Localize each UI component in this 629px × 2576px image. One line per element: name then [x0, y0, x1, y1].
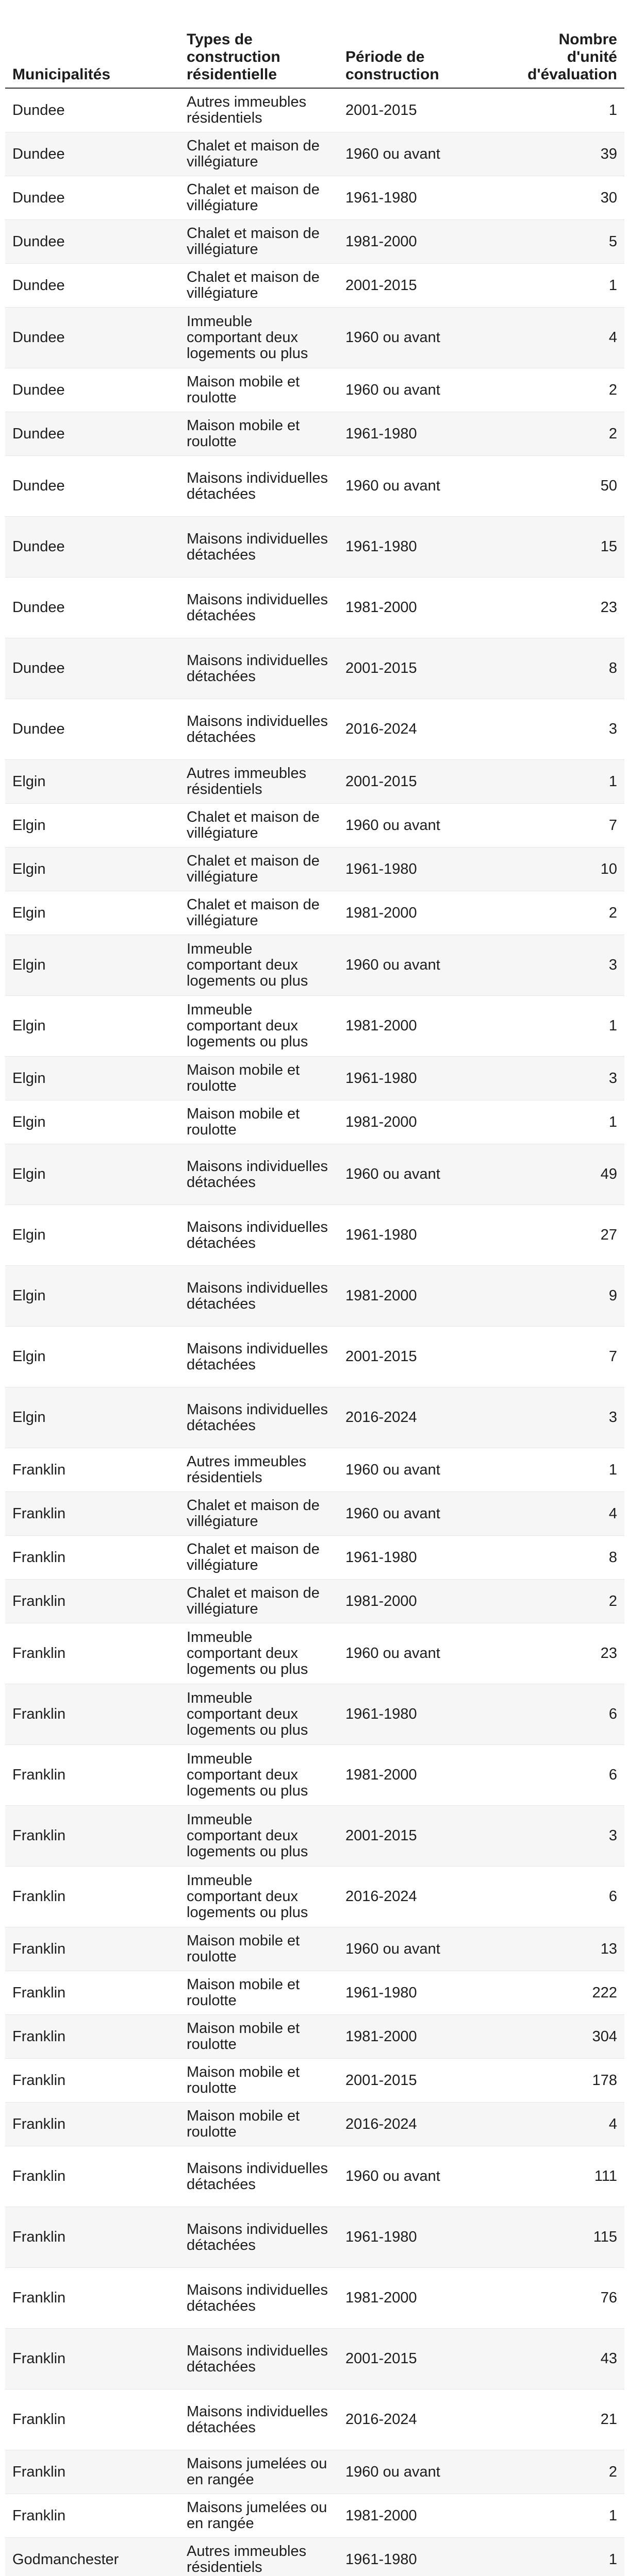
- cell-municipality: Franklin: [5, 1492, 179, 1536]
- cell-construction-period: 1981-2000: [338, 220, 501, 264]
- cell-construction-period: 1960 ou avant: [338, 1623, 501, 1684]
- cell-assessment-unit-count: 1: [501, 760, 624, 804]
- cell-construction-type: Maisons jumelées ou en rangée: [179, 2450, 338, 2494]
- cell-construction-type: Chalet et maison de villégiature: [179, 176, 338, 220]
- cell-assessment-unit-count: 1: [501, 1448, 624, 1492]
- table-row: [5, 2015, 624, 2059]
- table-row: [5, 517, 624, 578]
- cell-assessment-unit-count: 8: [501, 638, 624, 699]
- cell-municipality: Elgin: [5, 1327, 179, 1387]
- cell-construction-period: 1981-2000: [338, 2015, 501, 2059]
- cell-construction-period: 1960 ou avant: [338, 456, 501, 517]
- cell-assessment-unit-count: 10: [501, 848, 624, 891]
- cell-construction-period: 1981-2000: [338, 1266, 501, 1327]
- cell-construction-period: 1981-2000: [338, 1745, 501, 1806]
- cell-assessment-unit-count: 1: [501, 996, 624, 1057]
- cell-assessment-unit-count: 2: [501, 1580, 624, 1623]
- table-row: [5, 996, 624, 1057]
- cell-construction-period: 1961-1980: [338, 1057, 501, 1100]
- cell-assessment-unit-count: 222: [501, 1971, 624, 2015]
- cell-municipality: Elgin: [5, 996, 179, 1057]
- table-row: [5, 2494, 624, 2538]
- cell-municipality: Dundee: [5, 638, 179, 699]
- cell-construction-type: Immeuble comportant deux logements ou plus: [179, 935, 338, 996]
- data-table: [5, 19, 624, 2576]
- cell-assessment-unit-count: 7: [501, 1327, 624, 1387]
- cell-assessment-unit-count: 4: [501, 1492, 624, 1536]
- header-construction-type[interactable]: Types de construction résidentielle: [179, 19, 338, 88]
- cell-municipality: Franklin: [5, 1684, 179, 1745]
- table-row: [5, 2103, 624, 2146]
- cell-construction-type: Chalet et maison de villégiature: [179, 132, 338, 176]
- cell-construction-type: Immeuble comportant deux logements ou plus: [179, 1623, 338, 1684]
- table-row: [5, 2207, 624, 2268]
- table-row: [5, 760, 624, 804]
- header-municipality[interactable]: Municipalités: [5, 19, 179, 88]
- cell-assessment-unit-count: 4: [501, 2103, 624, 2146]
- cell-construction-period: 1960 ou avant: [338, 308, 501, 368]
- table-row: [5, 1387, 624, 1448]
- cell-construction-period: 2016-2024: [338, 1867, 501, 1927]
- table-row: [5, 1057, 624, 1100]
- table-row: [5, 1745, 624, 1806]
- cell-construction-period: 2001-2015: [338, 2329, 501, 2389]
- table-row: [5, 176, 624, 220]
- cell-municipality: Franklin: [5, 1971, 179, 2015]
- cell-municipality: Franklin: [5, 1806, 179, 1867]
- cell-municipality: Dundee: [5, 308, 179, 368]
- cell-construction-type: Immeuble comportant deux logements ou plus: [179, 1867, 338, 1927]
- cell-assessment-unit-count: 23: [501, 1623, 624, 1684]
- cell-assessment-unit-count: 49: [501, 1144, 624, 1205]
- cell-assessment-unit-count: 50: [501, 456, 624, 517]
- cell-construction-period: 1960 ou avant: [338, 132, 501, 176]
- cell-construction-type: Autres immeubles résidentiels: [179, 760, 338, 804]
- table-row: [5, 804, 624, 848]
- cell-construction-period: 1960 ou avant: [338, 1492, 501, 1536]
- cell-assessment-unit-count: 3: [501, 1387, 624, 1448]
- cell-municipality: Elgin: [5, 848, 179, 891]
- table-row: [5, 1867, 624, 1927]
- cell-municipality: Elgin: [5, 1144, 179, 1205]
- cell-municipality: Dundee: [5, 368, 179, 412]
- table-header: [5, 19, 624, 88]
- cell-municipality: Franklin: [5, 1623, 179, 1684]
- header-row: [5, 19, 624, 88]
- cell-assessment-unit-count: 2: [501, 368, 624, 412]
- cell-construction-type: Chalet et maison de villégiature: [179, 220, 338, 264]
- cell-construction-period: 1960 ou avant: [338, 935, 501, 996]
- cell-construction-type: Autres immeubles résidentiels: [179, 88, 338, 132]
- header-assessment-unit-count[interactable]: Nombre d'unité d'évaluation: [501, 19, 624, 88]
- cell-construction-type: Immeuble comportant deux logements ou plus: [179, 1745, 338, 1806]
- cell-construction-type: Maisons individuelles détachées: [179, 578, 338, 638]
- cell-municipality: Elgin: [5, 1387, 179, 1448]
- cell-construction-type: Maisons individuelles détachées: [179, 2146, 338, 2207]
- cell-assessment-unit-count: 43: [501, 2329, 624, 2389]
- cell-assessment-unit-count: 1: [501, 2538, 624, 2576]
- table-row: [5, 456, 624, 517]
- cell-construction-period: 1960 ou avant: [338, 1448, 501, 1492]
- table-row: [5, 1327, 624, 1387]
- cell-assessment-unit-count: 2: [501, 412, 624, 456]
- table-row: [5, 578, 624, 638]
- cell-construction-period: 1961-1980: [338, 2538, 501, 2576]
- cell-municipality: Franklin: [5, 1867, 179, 1927]
- table-row: [5, 1536, 624, 1580]
- cell-construction-period: 1961-1980: [338, 2207, 501, 2268]
- cell-assessment-unit-count: 15: [501, 517, 624, 578]
- cell-construction-type: Immeuble comportant deux logements ou plus: [179, 308, 338, 368]
- cell-construction-type: Chalet et maison de villégiature: [179, 891, 338, 935]
- table-row: [5, 1971, 624, 2015]
- cell-construction-period: 1961-1980: [338, 1684, 501, 1745]
- cell-construction-period: 1981-2000: [338, 996, 501, 1057]
- table-row: [5, 2268, 624, 2329]
- cell-construction-type: Chalet et maison de villégiature: [179, 848, 338, 891]
- table-row: [5, 699, 624, 760]
- cell-municipality: Godmanchester: [5, 2538, 179, 2576]
- table-row: [5, 2059, 624, 2103]
- cell-assessment-unit-count: 39: [501, 132, 624, 176]
- table-row: [5, 848, 624, 891]
- cell-assessment-unit-count: 1: [501, 2494, 624, 2538]
- cell-construction-type: Maisons individuelles détachées: [179, 1327, 338, 1387]
- table-row: [5, 1144, 624, 1205]
- cell-assessment-unit-count: 3: [501, 699, 624, 760]
- cell-construction-type: Maisons individuelles détachées: [179, 456, 338, 517]
- cell-municipality: Franklin: [5, 1927, 179, 1971]
- cell-municipality: Franklin: [5, 2450, 179, 2494]
- cell-construction-period: 1981-2000: [338, 891, 501, 935]
- cell-municipality: Elgin: [5, 935, 179, 996]
- cell-construction-type: Maisons individuelles détachées: [179, 2207, 338, 2268]
- table-row: [5, 368, 624, 412]
- cell-construction-period: 1981-2000: [338, 578, 501, 638]
- table-row: [5, 1100, 624, 1144]
- cell-assessment-unit-count: 304: [501, 2015, 624, 2059]
- table-row: [5, 264, 624, 308]
- cell-construction-period: 1961-1980: [338, 412, 501, 456]
- cell-construction-type: Maison mobile et roulotte: [179, 1971, 338, 2015]
- cell-municipality: Dundee: [5, 88, 179, 132]
- cell-municipality: Elgin: [5, 804, 179, 848]
- cell-construction-type: Chalet et maison de villégiature: [179, 1536, 338, 1580]
- cell-municipality: Franklin: [5, 2207, 179, 2268]
- cell-construction-type: Autres immeubles résidentiels: [179, 1448, 338, 1492]
- table-row: [5, 2538, 624, 2576]
- cell-municipality: Franklin: [5, 2494, 179, 2538]
- table-row: [5, 132, 624, 176]
- cell-construction-type: Maisons individuelles détachées: [179, 2268, 338, 2329]
- cell-construction-type: Maison mobile et roulotte: [179, 1057, 338, 1100]
- cell-construction-type: Maison mobile et roulotte: [179, 412, 338, 456]
- cell-municipality: Franklin: [5, 1580, 179, 1623]
- cell-construction-type: Chalet et maison de villégiature: [179, 1492, 338, 1536]
- cell-construction-period: 2016-2024: [338, 2103, 501, 2146]
- cell-municipality: Franklin: [5, 1448, 179, 1492]
- cell-construction-type: Maison mobile et roulotte: [179, 2059, 338, 2103]
- cell-construction-period: 2001-2015: [338, 264, 501, 308]
- cell-construction-period: 1961-1980: [338, 1205, 501, 1266]
- cell-construction-period: 1960 ou avant: [338, 368, 501, 412]
- cell-construction-period: 1960 ou avant: [338, 2146, 501, 2207]
- table-row: [5, 1927, 624, 1971]
- cell-construction-type: Immeuble comportant deux logements ou plus: [179, 1684, 338, 1745]
- cell-assessment-unit-count: 2: [501, 2450, 624, 2494]
- cell-municipality: Franklin: [5, 2389, 179, 2450]
- cell-construction-period: 2001-2015: [338, 1806, 501, 1867]
- cell-construction-period: 2001-2015: [338, 2059, 501, 2103]
- cell-construction-period: 1961-1980: [338, 848, 501, 891]
- cell-construction-period: 2016-2024: [338, 2389, 501, 2450]
- cell-construction-type: Chalet et maison de villégiature: [179, 1580, 338, 1623]
- cell-assessment-unit-count: 30: [501, 176, 624, 220]
- cell-municipality: Franklin: [5, 2329, 179, 2389]
- cell-construction-period: 1960 ou avant: [338, 2450, 501, 2494]
- cell-municipality: Dundee: [5, 264, 179, 308]
- cell-construction-period: 1960 ou avant: [338, 1927, 501, 1971]
- cell-construction-type: Maison mobile et roulotte: [179, 2103, 338, 2146]
- table-row: [5, 2450, 624, 2494]
- cell-construction-type: Maison mobile et roulotte: [179, 368, 338, 412]
- cell-assessment-unit-count: 1: [501, 88, 624, 132]
- cell-assessment-unit-count: 115: [501, 2207, 624, 2268]
- cell-construction-type: Maisons individuelles détachées: [179, 1144, 338, 1205]
- cell-construction-type: Autres immeubles résidentiels: [179, 2538, 338, 2576]
- cell-construction-type: Maisons individuelles détachées: [179, 2329, 338, 2389]
- cell-construction-period: 2001-2015: [338, 1327, 501, 1387]
- table-row: [5, 88, 624, 132]
- cell-assessment-unit-count: 6: [501, 1684, 624, 1745]
- cell-assessment-unit-count: 3: [501, 1057, 624, 1100]
- cell-municipality: Franklin: [5, 1745, 179, 1806]
- cell-construction-period: 2016-2024: [338, 1387, 501, 1448]
- cell-municipality: Dundee: [5, 220, 179, 264]
- cell-construction-type: Maison mobile et roulotte: [179, 1100, 338, 1144]
- cell-construction-period: 1981-2000: [338, 2494, 501, 2538]
- cell-municipality: Elgin: [5, 1100, 179, 1144]
- cell-municipality: Elgin: [5, 891, 179, 935]
- cell-construction-period: 1960 ou avant: [338, 804, 501, 848]
- header-construction-period[interactable]: Période de construction: [338, 19, 501, 88]
- cell-municipality: Elgin: [5, 1057, 179, 1100]
- cell-municipality: Elgin: [5, 1266, 179, 1327]
- table-row: [5, 1448, 624, 1492]
- cell-municipality: Dundee: [5, 412, 179, 456]
- table-row: [5, 308, 624, 368]
- cell-construction-period: 1960 ou avant: [338, 1144, 501, 1205]
- cell-assessment-unit-count: 8: [501, 1536, 624, 1580]
- cell-construction-period: 1981-2000: [338, 2268, 501, 2329]
- table-row: [5, 1623, 624, 1684]
- cell-municipality: Dundee: [5, 578, 179, 638]
- table-row: [5, 220, 624, 264]
- cell-municipality: Elgin: [5, 760, 179, 804]
- table-row: [5, 1205, 624, 1266]
- cell-assessment-unit-count: 178: [501, 2059, 624, 2103]
- table-row: [5, 1266, 624, 1327]
- cell-assessment-unit-count: 21: [501, 2389, 624, 2450]
- cell-construction-type: Maisons individuelles détachées: [179, 638, 338, 699]
- cell-assessment-unit-count: 111: [501, 2146, 624, 2207]
- cell-construction-type: Maison mobile et roulotte: [179, 2015, 338, 2059]
- cell-construction-period: 1961-1980: [338, 176, 501, 220]
- cell-construction-type: Maisons individuelles détachées: [179, 699, 338, 760]
- table-row: [5, 2329, 624, 2389]
- cell-construction-period: 2016-2024: [338, 699, 501, 760]
- table-row: [5, 1806, 624, 1867]
- cell-construction-period: 1981-2000: [338, 1580, 501, 1623]
- cell-construction-period: 1961-1980: [338, 517, 501, 578]
- cell-construction-type: Maisons individuelles détachées: [179, 1387, 338, 1448]
- cell-assessment-unit-count: 3: [501, 1806, 624, 1867]
- cell-construction-type: Maisons individuelles détachées: [179, 1205, 338, 1266]
- cell-municipality: Franklin: [5, 2268, 179, 2329]
- cell-assessment-unit-count: 27: [501, 1205, 624, 1266]
- cell-municipality: Franklin: [5, 2059, 179, 2103]
- cell-assessment-unit-count: 76: [501, 2268, 624, 2329]
- table-row: [5, 2389, 624, 2450]
- cell-assessment-unit-count: 2: [501, 891, 624, 935]
- cell-construction-type: Maisons individuelles détachées: [179, 1266, 338, 1327]
- cell-construction-period: 1981-2000: [338, 1100, 501, 1144]
- cell-municipality: Dundee: [5, 699, 179, 760]
- cell-municipality: Elgin: [5, 1205, 179, 1266]
- table-row: [5, 1492, 624, 1536]
- cell-assessment-unit-count: 1: [501, 1100, 624, 1144]
- cell-construction-type: Maisons jumelées ou en rangée: [179, 2494, 338, 2538]
- cell-construction-period: 2001-2015: [338, 88, 501, 132]
- cell-assessment-unit-count: 23: [501, 578, 624, 638]
- cell-construction-type: Maison mobile et roulotte: [179, 1927, 338, 1971]
- cell-construction-period: 1961-1980: [338, 1971, 501, 2015]
- cell-municipality: Franklin: [5, 2146, 179, 2207]
- cell-assessment-unit-count: 7: [501, 804, 624, 848]
- cell-municipality: Franklin: [5, 1536, 179, 1580]
- cell-assessment-unit-count: 5: [501, 220, 624, 264]
- cell-construction-type: Immeuble comportant deux logements ou plus: [179, 996, 338, 1057]
- table-row: [5, 1684, 624, 1745]
- table-row: [5, 412, 624, 456]
- cell-construction-type: Chalet et maison de villégiature: [179, 804, 338, 848]
- cell-construction-period: 1961-1980: [338, 1536, 501, 1580]
- cell-assessment-unit-count: 6: [501, 1867, 624, 1927]
- cell-assessment-unit-count: 3: [501, 935, 624, 996]
- table-row: [5, 1580, 624, 1623]
- cell-assessment-unit-count: 6: [501, 1745, 624, 1806]
- cell-construction-period: 2001-2015: [338, 638, 501, 699]
- cell-construction-type: Maisons individuelles détachées: [179, 2389, 338, 2450]
- cell-municipality: Dundee: [5, 176, 179, 220]
- cell-municipality: Dundee: [5, 517, 179, 578]
- cell-construction-type: Maisons individuelles détachées: [179, 517, 338, 578]
- cell-municipality: Dundee: [5, 456, 179, 517]
- cell-construction-type: Chalet et maison de villégiature: [179, 264, 338, 308]
- cell-assessment-unit-count: 9: [501, 1266, 624, 1327]
- table-row: [5, 935, 624, 996]
- cell-construction-type: Immeuble comportant deux logements ou plus: [179, 1806, 338, 1867]
- table-row: [5, 891, 624, 935]
- cell-assessment-unit-count: 1: [501, 264, 624, 308]
- table-body: [5, 88, 624, 2576]
- table-row: [5, 2146, 624, 2207]
- cell-assessment-unit-count: 13: [501, 1927, 624, 1971]
- cell-municipality: Dundee: [5, 132, 179, 176]
- cell-construction-period: 2001-2015: [338, 760, 501, 804]
- cell-assessment-unit-count: 4: [501, 308, 624, 368]
- cell-municipality: Franklin: [5, 2103, 179, 2146]
- cell-municipality: Franklin: [5, 2015, 179, 2059]
- table-row: [5, 638, 624, 699]
